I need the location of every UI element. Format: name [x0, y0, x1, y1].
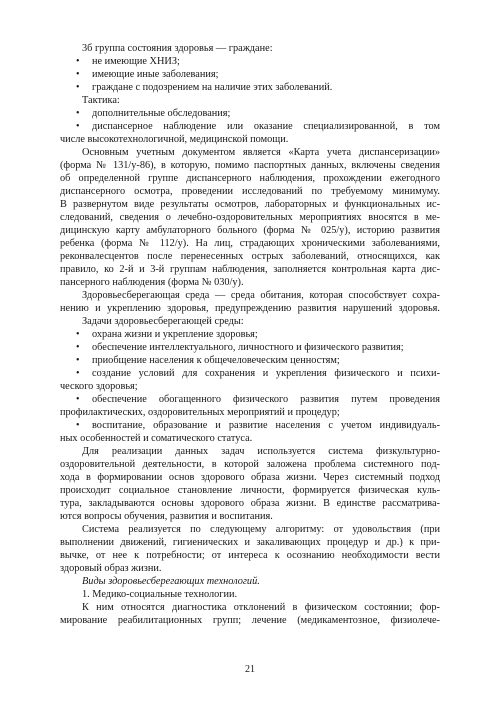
- bullet-text: граждане с подозрением на наличие этих заболеваний.: [92, 82, 333, 93]
- page-number: 21: [245, 664, 255, 675]
- text-line: Система реализуется по следующему алгоритму: от удовольствия (при: [82, 524, 440, 535]
- bullet-item: [60, 81, 440, 94]
- bullet-icon: •: [76, 121, 80, 132]
- text-line: Основным учетным документом является «Карта учета диспансеризации»: [82, 147, 440, 158]
- bullet-icon: •: [76, 420, 80, 431]
- bullet-icon: •: [76, 368, 80, 379]
- text-line: вычке, от нее к потребности; от интереса к осознанию необходимости вести: [60, 550, 440, 561]
- text-line: реконвалесцентов после перенесенных острых заболеваний, относящихся, как: [60, 251, 440, 262]
- bullet-text: охрана жизни и укрепление здоровья;: [92, 329, 258, 340]
- bullet-item: [60, 107, 440, 120]
- text-line: ребенка (форма № 112/у). На лиц, страдающих хроническими заболеваниями,: [60, 238, 440, 249]
- text-line: Для реализации данных задач используется система физкультурно-: [82, 446, 440, 457]
- bullet-item: [60, 55, 440, 68]
- section-heading: Виды здоровьесберегающих технологий.: [82, 576, 260, 587]
- text-line: правило, ко 2-й и 3-й группам наблюдения, заполняется контрольная карта дис-: [60, 264, 440, 275]
- bullet-text: диспансерное наблюдение или оказание специализированной, в том: [92, 121, 440, 132]
- text-line: следований, сведения о лечебно-оздоровительных мероприятиях вносятся в ме-: [60, 212, 440, 223]
- bullet-icon: •: [76, 329, 80, 340]
- text-line: профилактических, оздоровительных мероприятий и процедур;: [60, 407, 340, 418]
- text-line: числе высокотехнологичной, медицинской помощи.: [60, 134, 289, 145]
- bullet-text: не имеющие ХНИЗ;: [92, 56, 180, 67]
- bullet-icon: •: [76, 342, 80, 353]
- bullet-icon: •: [76, 394, 80, 405]
- bullet-icon: •: [76, 355, 80, 366]
- bullet-text: приобщение населения к общечеловеческим ценностям;: [92, 355, 340, 366]
- bullet-icon: •: [76, 108, 80, 119]
- bullet-icon: •: [76, 82, 80, 93]
- text-line: об определенной группе диспансерного наблюдения, прохождении ежегодного: [60, 173, 440, 184]
- bullet-icon: •: [76, 69, 80, 80]
- bullet-text: обеспечение обогащенного физического развития путем проведения: [92, 394, 440, 405]
- bullet-text: имеющие иные заболевания;: [92, 69, 219, 80]
- text-line: 3б группа состояния здоровья — граждане:: [82, 43, 273, 54]
- bullet-text: воспитание, образование и развитие населения с учетом индивидуаль-: [92, 420, 440, 431]
- text-line: ных особенностей и соматического статуса.: [60, 433, 253, 444]
- text-line: (форма № 131/у-86), в которую, помимо паспортных данных, включены сведения: [60, 160, 440, 171]
- bullet-item: [60, 68, 440, 81]
- bullet-text: обеспечение интеллектуального, личностного и физического развития;: [92, 342, 404, 353]
- bullet-item: [60, 341, 440, 354]
- text-line: В развернутом виде результаты осмотров, лабораторных и функциональных ис-: [60, 199, 440, 210]
- text-line: происходит социальное становление личности, формируется физическая куль-: [60, 485, 440, 496]
- text-line: пансерного наблюдения (форма № 030/у).: [60, 277, 244, 288]
- text-line: выполнении движений, гигиенических и закаливающих процедур и др.) к при-: [60, 537, 440, 548]
- text-line: нению и укреплению здоровья, предупреждению развития нарушений здоровья.: [60, 303, 440, 314]
- numbered-heading: 1. Медико-социальные технологии.: [82, 589, 238, 600]
- text-line: дицинскую карту амбулаторного больного (форма № 025/у), историю развития: [60, 225, 440, 236]
- bullet-item: [60, 120, 440, 133]
- text-line: диспансерного осмотра, проведении исследований по требуемому минимуму.: [60, 186, 440, 197]
- text-line: оздоровительной деятельности, в которой заложена проблема системного под-: [60, 459, 440, 470]
- text-line: К ним относятся диагностика отклонений в физическом состоянии; фор-: [82, 602, 440, 613]
- bullet-item: [60, 367, 440, 380]
- text-line: здоровый образ жизни.: [60, 563, 162, 574]
- text-line: Здоровьесберегающая среда — среда обитания, которая способствует сохра-: [82, 290, 440, 301]
- text-line: мирование реабилитационных групп; лечение (медикаментозное, физиолече-: [60, 615, 440, 626]
- text-line: хода в формировании основ здорового образа жизни. Через системный подход: [60, 472, 440, 483]
- bullet-item: [60, 393, 440, 406]
- text-line: Тактика:: [82, 95, 120, 106]
- text-line: ются вопросы обучения, развития и воспитания.: [60, 511, 273, 522]
- text-line: Задачи здоровьесберегающей среды:: [82, 316, 244, 327]
- bullet-icon: •: [76, 56, 80, 67]
- bullet-item: [60, 328, 440, 341]
- bullet-item: [60, 419, 440, 432]
- document-page: [60, 40, 440, 670]
- bullet-text: дополнительные обследования;: [92, 108, 231, 119]
- text-line: тура, закладываются основы здорового образа жизни. В единстве рассматрива-: [60, 498, 440, 509]
- bullet-item: [60, 354, 440, 367]
- text-line: ческого здоровья;: [60, 381, 138, 392]
- bullet-text: создание условий для сохранения и укрепления физического и психи-: [92, 368, 440, 379]
